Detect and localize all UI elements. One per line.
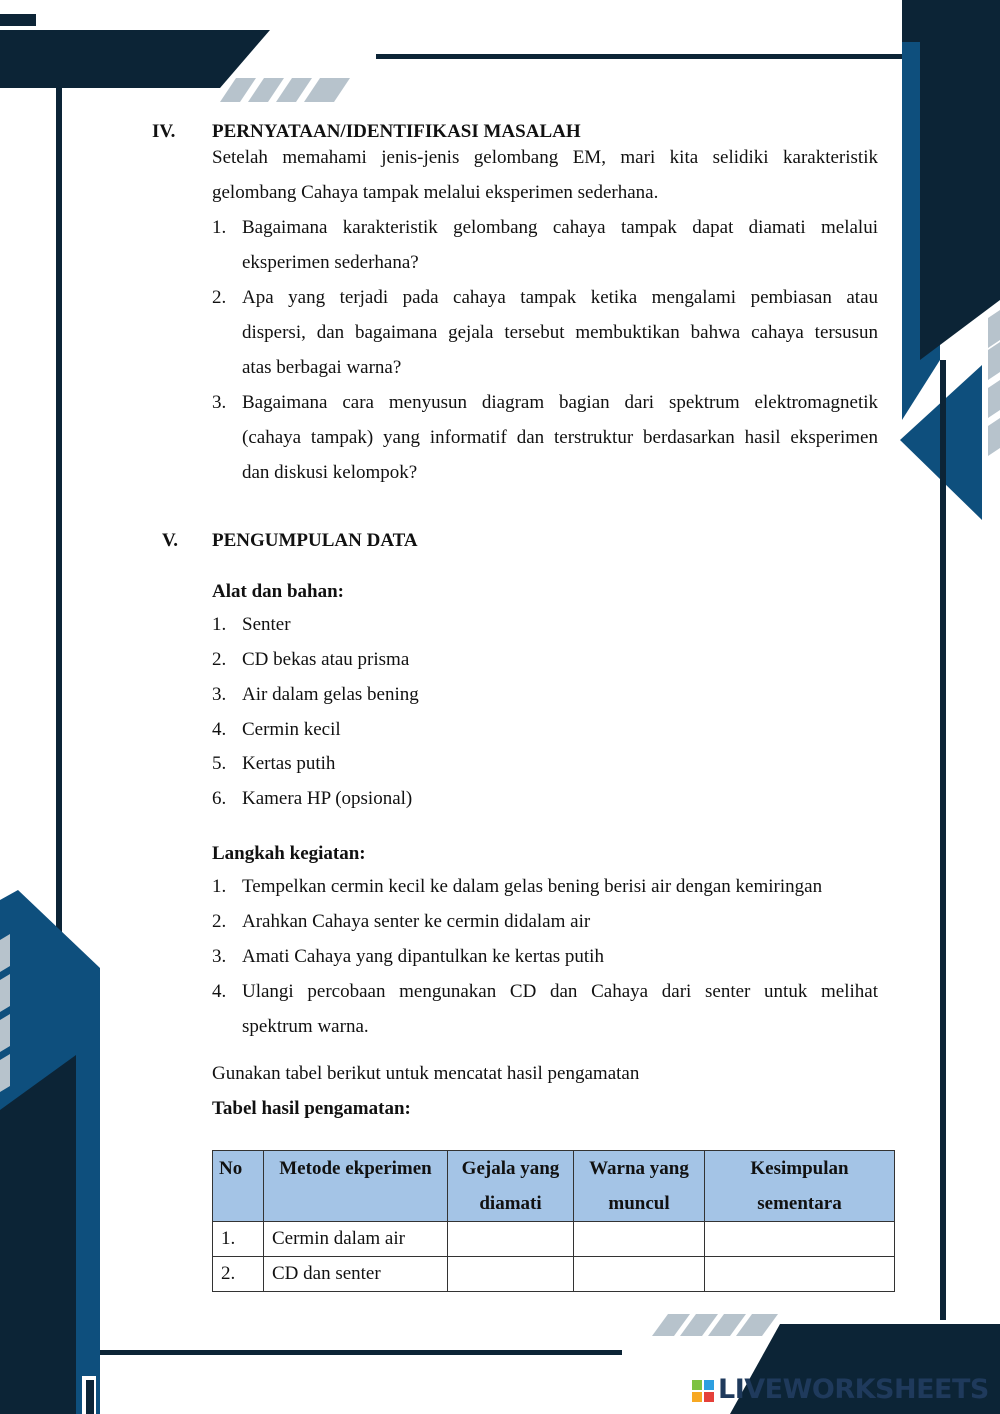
question-line: Apa yang terjadi pada cahaya tampak ketika mengalami pembiasan atau	[242, 287, 878, 308]
cell-no: 1.	[213, 1222, 264, 1257]
table-header-row	[213, 1151, 895, 1222]
section-5-title: PENGUMPULAN DATA	[212, 530, 418, 551]
left-border-line	[56, 88, 62, 988]
top-left-banner	[0, 30, 270, 88]
header-no: No	[213, 1151, 264, 1222]
section-4-number: IV.	[152, 121, 176, 142]
stripe	[0, 1054, 10, 1092]
header-color: Warna yang muncul	[574, 1151, 705, 1222]
stripe	[988, 418, 1000, 456]
question-line: Bagaimana cara menyusun diagram bagian dari spektrum elektromagnetik	[242, 392, 878, 413]
cell-no: 2.	[213, 1257, 264, 1292]
section-4-title: PERNYATAAN/IDENTIFIKASI MASALAH	[212, 121, 581, 142]
question-line: eksperimen sederhana?	[242, 252, 419, 273]
right-navy-band	[920, 0, 1000, 360]
steps-heading: Langkah kegiatan:	[212, 843, 366, 864]
stripe	[0, 1014, 10, 1052]
liveworksheets-logo-icon	[692, 1380, 714, 1402]
table-row	[213, 1257, 895, 1292]
question-line: dispersi, dan bagaimana gejala tersebut membuktikan bahwa cahaya tersusun	[242, 322, 878, 343]
tools-heading: Alat dan bahan:	[212, 581, 344, 602]
cell-symptom-input[interactable]	[448, 1222, 574, 1257]
cell-color-input[interactable]	[574, 1222, 705, 1257]
header-conclusion: Kesimpulan sementara	[705, 1151, 895, 1222]
stripe	[0, 934, 10, 972]
stripe	[988, 342, 1000, 380]
question-number: 3.	[212, 392, 227, 413]
section-4-intro-line-2: gelombang Cahaya tampak melalui eksperimen sederhana.	[212, 182, 659, 203]
header-symptom: Gejala yang diamati	[448, 1151, 574, 1222]
cell-conclusion-input[interactable]	[705, 1222, 895, 1257]
section-4-intro-line-1: Setelah memahami jenis-jenis gelombang EM, mari kita selidiki karakteristik	[212, 147, 878, 168]
cell-symptom-input[interactable]	[448, 1257, 574, 1292]
cell-conclusion-input[interactable]	[705, 1257, 895, 1292]
liveworksheets-logo-text[interactable]: LIVEWORKSHEETS	[718, 1374, 989, 1405]
table-title: Tabel hasil pengamatan:	[212, 1098, 411, 1119]
cell-method: CD dan senter	[264, 1257, 448, 1292]
observation-table	[212, 1150, 895, 1292]
cell-method: Cermin dalam air	[264, 1222, 448, 1257]
question-line: dan diskusi kelompok?	[242, 462, 418, 483]
stripe	[988, 380, 1000, 418]
cell-color-input[interactable]	[574, 1257, 705, 1292]
stripe	[0, 974, 10, 1012]
question-line: (cahaya tampak) yang informatif dan terstruktur berdasarkan hasil eksperimen	[242, 427, 878, 448]
table-instruction: Gunakan tabel berikut untuk mencatat hasil pengamatan	[212, 1063, 640, 1084]
header-method: Metode ekperimen	[264, 1151, 448, 1222]
question-line: Bagaimana karakteristik gelombang cahaya tampak dapat diamati melalui	[242, 217, 878, 238]
question-number: 1.	[212, 217, 227, 238]
question-line: atas berbagai warna?	[242, 357, 402, 378]
bottom-left-navy-band	[0, 1055, 76, 1414]
top-border-line	[376, 54, 904, 59]
question-number: 2.	[212, 287, 227, 308]
top-left-small-bar	[0, 14, 36, 26]
stripe	[304, 78, 350, 102]
section-5-number: V.	[162, 530, 179, 551]
bottom-border-line	[100, 1350, 622, 1355]
right-border-line	[940, 360, 946, 1320]
bottom-left-small-bar	[86, 1380, 94, 1414]
stripe	[988, 310, 1000, 348]
table-row	[213, 1222, 895, 1257]
